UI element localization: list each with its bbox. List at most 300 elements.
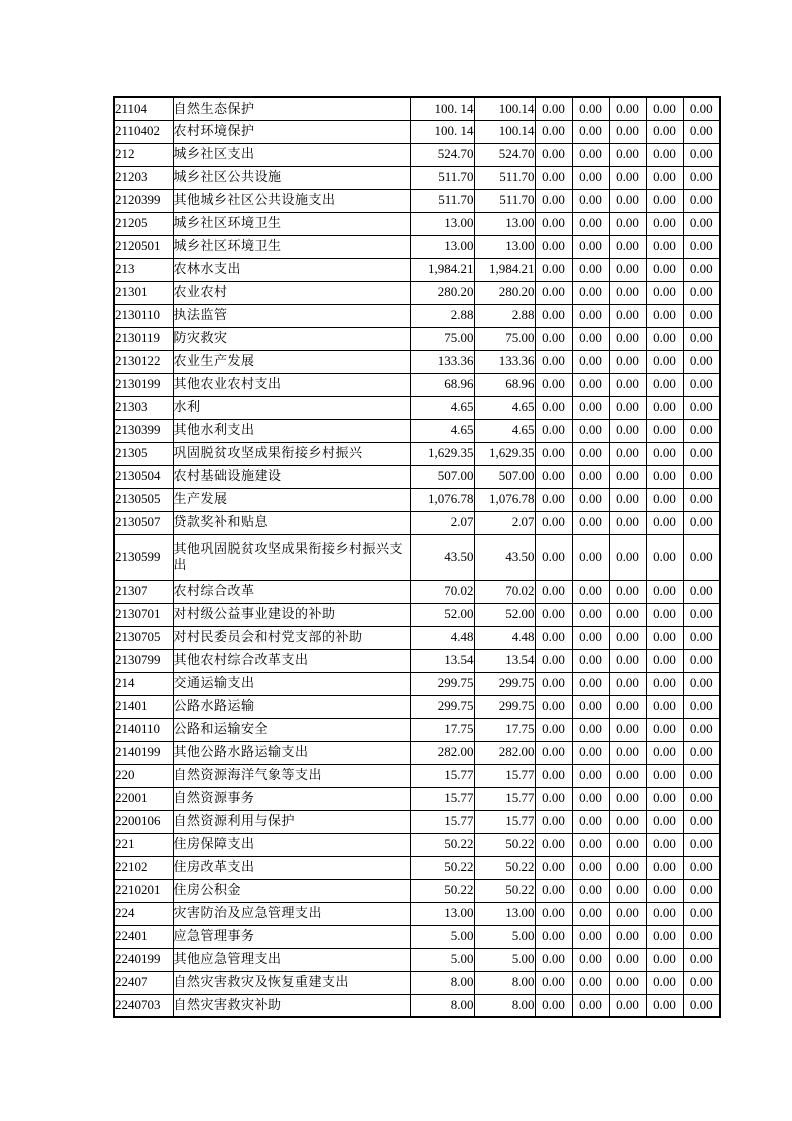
zero-cell-5: 0.00 bbox=[683, 672, 720, 695]
zero-cell-5: 0.00 bbox=[683, 281, 720, 304]
code-cell: 22407 bbox=[114, 971, 173, 994]
zero-cell-4: 0.00 bbox=[646, 350, 683, 373]
amount2-cell: 1,076.78 bbox=[474, 488, 535, 511]
amount1-cell: 282.00 bbox=[410, 741, 474, 764]
zero-cell-1: 0.00 bbox=[535, 856, 572, 879]
code-cell: 224 bbox=[114, 902, 173, 925]
zero-cell-4: 0.00 bbox=[646, 787, 683, 810]
zero-cell-1: 0.00 bbox=[535, 787, 572, 810]
zero-cell-2: 0.00 bbox=[572, 672, 609, 695]
zero-cell-5: 0.00 bbox=[683, 97, 720, 120]
zero-cell-2: 0.00 bbox=[572, 350, 609, 373]
amount2-cell: 75.00 bbox=[474, 327, 535, 350]
zero-cell-4: 0.00 bbox=[646, 189, 683, 212]
code-cell: 2130399 bbox=[114, 419, 173, 442]
zero-cell-5: 0.00 bbox=[683, 373, 720, 396]
code-cell: 2130701 bbox=[114, 603, 173, 626]
zero-cell-3: 0.00 bbox=[609, 304, 646, 327]
amount2-cell: 70.02 bbox=[474, 580, 535, 603]
zero-cell-3: 0.00 bbox=[609, 120, 646, 143]
code-cell: 212 bbox=[114, 143, 173, 166]
amount2-cell: 2.88 bbox=[474, 304, 535, 327]
amount1-cell: 4.65 bbox=[410, 419, 474, 442]
zero-cell-4: 0.00 bbox=[646, 396, 683, 419]
zero-cell-5: 0.00 bbox=[683, 994, 720, 1017]
zero-cell-5: 0.00 bbox=[683, 465, 720, 488]
zero-cell-4: 0.00 bbox=[646, 511, 683, 534]
zero-cell-5: 0.00 bbox=[683, 695, 720, 718]
zero-cell-1: 0.00 bbox=[535, 511, 572, 534]
table-row bbox=[114, 994, 720, 1017]
code-cell: 2130599 bbox=[114, 534, 173, 580]
zero-cell-2: 0.00 bbox=[572, 764, 609, 787]
zero-cell-1: 0.00 bbox=[535, 166, 572, 189]
item-name-cell: 其他农业农村支出 bbox=[173, 373, 410, 396]
zero-cell-4: 0.00 bbox=[646, 948, 683, 971]
zero-cell-1: 0.00 bbox=[535, 419, 572, 442]
zero-cell-4: 0.00 bbox=[646, 488, 683, 511]
code-cell: 2130122 bbox=[114, 350, 173, 373]
zero-cell-3: 0.00 bbox=[609, 97, 646, 120]
amount2-cell: 13.00 bbox=[474, 235, 535, 258]
item-name-cell: 城乡社区环境卫生 bbox=[173, 235, 410, 258]
zero-cell-3: 0.00 bbox=[609, 442, 646, 465]
table-row bbox=[114, 235, 720, 258]
item-name-cell: 住房改革支出 bbox=[173, 856, 410, 879]
amount1-cell: 15.77 bbox=[410, 810, 474, 833]
table-row bbox=[114, 925, 720, 948]
item-name-cell: 自然灾害救灾及恢复重建支出 bbox=[173, 971, 410, 994]
item-name-cell: 自然资源事务 bbox=[173, 787, 410, 810]
zero-cell-5: 0.00 bbox=[683, 488, 720, 511]
zero-cell-2: 0.00 bbox=[572, 166, 609, 189]
code-cell: 21104 bbox=[114, 97, 173, 120]
amount1-cell: 299.75 bbox=[410, 672, 474, 695]
zero-cell-5: 0.00 bbox=[683, 511, 720, 534]
item-name-cell: 巩固脱贫攻坚成果衔接乡村振兴 bbox=[173, 442, 410, 465]
zero-cell-2: 0.00 bbox=[572, 212, 609, 235]
zero-cell-1: 0.00 bbox=[535, 810, 572, 833]
amount1-cell: 100. 14 bbox=[410, 97, 474, 120]
zero-cell-1: 0.00 bbox=[535, 603, 572, 626]
zero-cell-2: 0.00 bbox=[572, 304, 609, 327]
zero-cell-1: 0.00 bbox=[535, 902, 572, 925]
code-cell: 21205 bbox=[114, 212, 173, 235]
amount1-cell: 280.20 bbox=[410, 281, 474, 304]
amount2-cell: 1,984.21 bbox=[474, 258, 535, 281]
zero-cell-1: 0.00 bbox=[535, 948, 572, 971]
item-name-cell: 水利 bbox=[173, 396, 410, 419]
zero-cell-4: 0.00 bbox=[646, 833, 683, 856]
zero-cell-1: 0.00 bbox=[535, 281, 572, 304]
zero-cell-4: 0.00 bbox=[646, 925, 683, 948]
amount1-cell: 13.00 bbox=[410, 902, 474, 925]
item-name-cell: 对村级公益事业建设的补助 bbox=[173, 603, 410, 626]
amount1-cell: 4.65 bbox=[410, 396, 474, 419]
zero-cell-5: 0.00 bbox=[683, 787, 720, 810]
item-name-cell: 农村综合改革 bbox=[173, 580, 410, 603]
amount2-cell: 299.75 bbox=[474, 695, 535, 718]
zero-cell-3: 0.00 bbox=[609, 488, 646, 511]
amount2-cell: 133.36 bbox=[474, 350, 535, 373]
item-name-cell: 其他水利支出 bbox=[173, 419, 410, 442]
zero-cell-1: 0.00 bbox=[535, 695, 572, 718]
code-cell: 2130505 bbox=[114, 488, 173, 511]
item-name-cell: 其他公路水路运输支出 bbox=[173, 741, 410, 764]
zero-cell-5: 0.00 bbox=[683, 764, 720, 787]
zero-cell-4: 0.00 bbox=[646, 465, 683, 488]
zero-cell-1: 0.00 bbox=[535, 833, 572, 856]
amount1-cell: 1,076.78 bbox=[410, 488, 474, 511]
zero-cell-2: 0.00 bbox=[572, 235, 609, 258]
amount1-cell: 17.75 bbox=[410, 718, 474, 741]
zero-cell-5: 0.00 bbox=[683, 948, 720, 971]
zero-cell-3: 0.00 bbox=[609, 994, 646, 1017]
item-name-cell: 其他应急管理支出 bbox=[173, 948, 410, 971]
zero-cell-2: 0.00 bbox=[572, 718, 609, 741]
code-cell: 22401 bbox=[114, 925, 173, 948]
zero-cell-2: 0.00 bbox=[572, 534, 609, 580]
amount2-cell: 50.22 bbox=[474, 879, 535, 902]
code-cell: 22001 bbox=[114, 787, 173, 810]
zero-cell-1: 0.00 bbox=[535, 442, 572, 465]
amount2-cell: 5.00 bbox=[474, 948, 535, 971]
amount2-cell: 15.77 bbox=[474, 810, 535, 833]
code-cell: 2240199 bbox=[114, 948, 173, 971]
zero-cell-2: 0.00 bbox=[572, 787, 609, 810]
zero-cell-1: 0.00 bbox=[535, 879, 572, 902]
amount2-cell: 524.70 bbox=[474, 143, 535, 166]
amount1-cell: 1,984.21 bbox=[410, 258, 474, 281]
amount1-cell: 133.36 bbox=[410, 350, 474, 373]
zero-cell-3: 0.00 bbox=[609, 373, 646, 396]
zero-cell-5: 0.00 bbox=[683, 212, 720, 235]
zero-cell-5: 0.00 bbox=[683, 120, 720, 143]
zero-cell-1: 0.00 bbox=[535, 97, 572, 120]
zero-cell-4: 0.00 bbox=[646, 695, 683, 718]
zero-cell-2: 0.00 bbox=[572, 695, 609, 718]
code-cell: 2130110 bbox=[114, 304, 173, 327]
zero-cell-5: 0.00 bbox=[683, 626, 720, 649]
amount2-cell: 15.77 bbox=[474, 787, 535, 810]
zero-cell-5: 0.00 bbox=[683, 902, 720, 925]
zero-cell-4: 0.00 bbox=[646, 143, 683, 166]
zero-cell-2: 0.00 bbox=[572, 120, 609, 143]
zero-cell-3: 0.00 bbox=[609, 350, 646, 373]
zero-cell-4: 0.00 bbox=[646, 373, 683, 396]
code-cell: 21305 bbox=[114, 442, 173, 465]
table-row bbox=[114, 166, 720, 189]
zero-cell-4: 0.00 bbox=[646, 856, 683, 879]
zero-cell-1: 0.00 bbox=[535, 488, 572, 511]
zero-cell-3: 0.00 bbox=[609, 764, 646, 787]
zero-cell-4: 0.00 bbox=[646, 442, 683, 465]
zero-cell-1: 0.00 bbox=[535, 534, 572, 580]
zero-cell-2: 0.00 bbox=[572, 373, 609, 396]
zero-cell-1: 0.00 bbox=[535, 649, 572, 672]
zero-cell-1: 0.00 bbox=[535, 304, 572, 327]
item-name-cell: 应急管理事务 bbox=[173, 925, 410, 948]
amount1-cell: 524.70 bbox=[410, 143, 474, 166]
zero-cell-2: 0.00 bbox=[572, 419, 609, 442]
zero-cell-1: 0.00 bbox=[535, 626, 572, 649]
amount2-cell: 8.00 bbox=[474, 971, 535, 994]
amount2-cell: 511.70 bbox=[474, 189, 535, 212]
table-row bbox=[114, 258, 720, 281]
zero-cell-5: 0.00 bbox=[683, 649, 720, 672]
table-row bbox=[114, 488, 720, 511]
zero-cell-3: 0.00 bbox=[609, 281, 646, 304]
item-name-cell: 交通运输支出 bbox=[173, 672, 410, 695]
table-row bbox=[114, 810, 720, 833]
table-row bbox=[114, 672, 720, 695]
zero-cell-3: 0.00 bbox=[609, 327, 646, 350]
zero-cell-1: 0.00 bbox=[535, 580, 572, 603]
zero-cell-2: 0.00 bbox=[572, 442, 609, 465]
zero-cell-3: 0.00 bbox=[609, 925, 646, 948]
zero-cell-4: 0.00 bbox=[646, 258, 683, 281]
zero-cell-4: 0.00 bbox=[646, 971, 683, 994]
amount1-cell: 2.07 bbox=[410, 511, 474, 534]
table-row bbox=[114, 948, 720, 971]
zero-cell-2: 0.00 bbox=[572, 603, 609, 626]
amount1-cell: 75.00 bbox=[410, 327, 474, 350]
zero-cell-2: 0.00 bbox=[572, 810, 609, 833]
zero-cell-3: 0.00 bbox=[609, 235, 646, 258]
table-row bbox=[114, 718, 720, 741]
table-row bbox=[114, 143, 720, 166]
item-name-cell: 生产发展 bbox=[173, 488, 410, 511]
code-cell: 2130799 bbox=[114, 649, 173, 672]
amount1-cell: 8.00 bbox=[410, 994, 474, 1017]
zero-cell-5: 0.00 bbox=[683, 925, 720, 948]
code-cell: 2200106 bbox=[114, 810, 173, 833]
zero-cell-2: 0.00 bbox=[572, 902, 609, 925]
amount2-cell: 511.70 bbox=[474, 166, 535, 189]
zero-cell-1: 0.00 bbox=[535, 672, 572, 695]
zero-cell-1: 0.00 bbox=[535, 212, 572, 235]
zero-cell-5: 0.00 bbox=[683, 534, 720, 580]
item-name-cell: 城乡社区环境卫生 bbox=[173, 212, 410, 235]
code-cell: 2240703 bbox=[114, 994, 173, 1017]
zero-cell-5: 0.00 bbox=[683, 258, 720, 281]
amount1-cell: 100. 14 bbox=[410, 120, 474, 143]
amount1-cell: 4.48 bbox=[410, 626, 474, 649]
zero-cell-3: 0.00 bbox=[609, 902, 646, 925]
zero-cell-4: 0.00 bbox=[646, 718, 683, 741]
amount1-cell: 8.00 bbox=[410, 971, 474, 994]
amount1-cell: 15.77 bbox=[410, 787, 474, 810]
zero-cell-2: 0.00 bbox=[572, 511, 609, 534]
item-name-cell: 其他农村综合改革支出 bbox=[173, 649, 410, 672]
zero-cell-2: 0.00 bbox=[572, 879, 609, 902]
item-name-cell: 公路和运输安全 bbox=[173, 718, 410, 741]
code-cell: 213 bbox=[114, 258, 173, 281]
zero-cell-3: 0.00 bbox=[609, 741, 646, 764]
zero-cell-5: 0.00 bbox=[683, 741, 720, 764]
table-row bbox=[114, 603, 720, 626]
zero-cell-3: 0.00 bbox=[609, 580, 646, 603]
item-name-cell: 自然生态保护 bbox=[173, 97, 410, 120]
zero-cell-1: 0.00 bbox=[535, 925, 572, 948]
zero-cell-1: 0.00 bbox=[535, 465, 572, 488]
zero-cell-3: 0.00 bbox=[609, 948, 646, 971]
amount1-cell: 50.22 bbox=[410, 879, 474, 902]
amount1-cell: 13.54 bbox=[410, 649, 474, 672]
zero-cell-2: 0.00 bbox=[572, 649, 609, 672]
zero-cell-4: 0.00 bbox=[646, 649, 683, 672]
item-name-cell: 农业农村 bbox=[173, 281, 410, 304]
table-row bbox=[114, 350, 720, 373]
zero-cell-3: 0.00 bbox=[609, 465, 646, 488]
zero-cell-4: 0.00 bbox=[646, 304, 683, 327]
code-cell: 214 bbox=[114, 672, 173, 695]
zero-cell-2: 0.00 bbox=[572, 327, 609, 350]
table-row bbox=[114, 787, 720, 810]
zero-cell-2: 0.00 bbox=[572, 143, 609, 166]
item-name-cell: 农村环境保护 bbox=[173, 120, 410, 143]
zero-cell-3: 0.00 bbox=[609, 603, 646, 626]
code-cell: 22102 bbox=[114, 856, 173, 879]
table-row bbox=[114, 442, 720, 465]
zero-cell-5: 0.00 bbox=[683, 971, 720, 994]
zero-cell-5: 0.00 bbox=[683, 304, 720, 327]
table-row bbox=[114, 189, 720, 212]
item-name-cell: 城乡社区公共设施 bbox=[173, 166, 410, 189]
zero-cell-4: 0.00 bbox=[646, 902, 683, 925]
code-cell: 21203 bbox=[114, 166, 173, 189]
zero-cell-1: 0.00 bbox=[535, 189, 572, 212]
code-cell: 2130705 bbox=[114, 626, 173, 649]
amount2-cell: 8.00 bbox=[474, 994, 535, 1017]
code-cell: 2120501 bbox=[114, 235, 173, 258]
zero-cell-5: 0.00 bbox=[683, 442, 720, 465]
code-cell: 2120399 bbox=[114, 189, 173, 212]
zero-cell-3: 0.00 bbox=[609, 879, 646, 902]
amount1-cell: 299.75 bbox=[410, 695, 474, 718]
amount1-cell: 43.50 bbox=[410, 534, 474, 580]
zero-cell-2: 0.00 bbox=[572, 626, 609, 649]
table-row bbox=[114, 120, 720, 143]
zero-cell-3: 0.00 bbox=[609, 511, 646, 534]
zero-cell-2: 0.00 bbox=[572, 741, 609, 764]
item-name-cell: 自然资源利用与保护 bbox=[173, 810, 410, 833]
zero-cell-5: 0.00 bbox=[683, 327, 720, 350]
amount2-cell: 282.00 bbox=[474, 741, 535, 764]
table-row bbox=[114, 971, 720, 994]
zero-cell-1: 0.00 bbox=[535, 764, 572, 787]
zero-cell-3: 0.00 bbox=[609, 534, 646, 580]
table-row bbox=[114, 833, 720, 856]
budget-table bbox=[113, 96, 721, 1018]
zero-cell-1: 0.00 bbox=[535, 258, 572, 281]
zero-cell-5: 0.00 bbox=[683, 879, 720, 902]
zero-cell-3: 0.00 bbox=[609, 189, 646, 212]
zero-cell-2: 0.00 bbox=[572, 994, 609, 1017]
amount1-cell: 507.00 bbox=[410, 465, 474, 488]
amount1-cell: 15.77 bbox=[410, 764, 474, 787]
table-row bbox=[114, 534, 720, 580]
item-name-cell: 农林水支出 bbox=[173, 258, 410, 281]
zero-cell-4: 0.00 bbox=[646, 281, 683, 304]
zero-cell-2: 0.00 bbox=[572, 189, 609, 212]
zero-cell-5: 0.00 bbox=[683, 143, 720, 166]
zero-cell-2: 0.00 bbox=[572, 580, 609, 603]
code-cell: 2130199 bbox=[114, 373, 173, 396]
zero-cell-1: 0.00 bbox=[535, 396, 572, 419]
amount1-cell: 50.22 bbox=[410, 833, 474, 856]
item-name-cell: 公路水路运输 bbox=[173, 695, 410, 718]
table-row bbox=[114, 902, 720, 925]
zero-cell-1: 0.00 bbox=[535, 327, 572, 350]
zero-cell-3: 0.00 bbox=[609, 626, 646, 649]
zero-cell-2: 0.00 bbox=[572, 948, 609, 971]
amount2-cell: 280.20 bbox=[474, 281, 535, 304]
amount2-cell: 1,629.35 bbox=[474, 442, 535, 465]
zero-cell-5: 0.00 bbox=[683, 396, 720, 419]
zero-cell-3: 0.00 bbox=[609, 833, 646, 856]
zero-cell-2: 0.00 bbox=[572, 925, 609, 948]
code-cell: 21303 bbox=[114, 396, 173, 419]
zero-cell-5: 0.00 bbox=[683, 580, 720, 603]
amount2-cell: 4.65 bbox=[474, 396, 535, 419]
amount2-cell: 2.07 bbox=[474, 511, 535, 534]
zero-cell-2: 0.00 bbox=[572, 396, 609, 419]
amount1-cell: 511.70 bbox=[410, 166, 474, 189]
item-name-cell: 城乡社区支出 bbox=[173, 143, 410, 166]
table-row bbox=[114, 626, 720, 649]
table-row bbox=[114, 327, 720, 350]
zero-cell-4: 0.00 bbox=[646, 120, 683, 143]
table-row bbox=[114, 281, 720, 304]
zero-cell-3: 0.00 bbox=[609, 212, 646, 235]
item-name-cell: 执法监管 bbox=[173, 304, 410, 327]
amount1-cell: 1,629.35 bbox=[410, 442, 474, 465]
zero-cell-3: 0.00 bbox=[609, 810, 646, 833]
zero-cell-4: 0.00 bbox=[646, 235, 683, 258]
table-row bbox=[114, 212, 720, 235]
item-name-cell: 住房公积金 bbox=[173, 879, 410, 902]
item-name-cell: 农业生产发展 bbox=[173, 350, 410, 373]
zero-cell-1: 0.00 bbox=[535, 718, 572, 741]
amount2-cell: 52.00 bbox=[474, 603, 535, 626]
zero-cell-4: 0.00 bbox=[646, 603, 683, 626]
code-cell: 2130507 bbox=[114, 511, 173, 534]
zero-cell-1: 0.00 bbox=[535, 994, 572, 1017]
amount1-cell: 52.00 bbox=[410, 603, 474, 626]
amount2-cell: 13.00 bbox=[474, 212, 535, 235]
table-row bbox=[114, 97, 720, 120]
amount2-cell: 299.75 bbox=[474, 672, 535, 695]
item-name-cell: 农村基础设施建设 bbox=[173, 465, 410, 488]
zero-cell-3: 0.00 bbox=[609, 718, 646, 741]
item-name-cell: 其他城乡社区公共设施支出 bbox=[173, 189, 410, 212]
amount2-cell: 100.14 bbox=[474, 120, 535, 143]
amount2-cell: 17.75 bbox=[474, 718, 535, 741]
table-row bbox=[114, 419, 720, 442]
zero-cell-3: 0.00 bbox=[609, 695, 646, 718]
budget-table-body bbox=[114, 97, 720, 1017]
zero-cell-4: 0.00 bbox=[646, 879, 683, 902]
item-name-cell: 防灾救灾 bbox=[173, 327, 410, 350]
zero-cell-4: 0.00 bbox=[646, 741, 683, 764]
table-row bbox=[114, 511, 720, 534]
zero-cell-3: 0.00 bbox=[609, 856, 646, 879]
amount1-cell: 511.70 bbox=[410, 189, 474, 212]
zero-cell-2: 0.00 bbox=[572, 97, 609, 120]
amount1-cell: 68.96 bbox=[410, 373, 474, 396]
table-row bbox=[114, 580, 720, 603]
